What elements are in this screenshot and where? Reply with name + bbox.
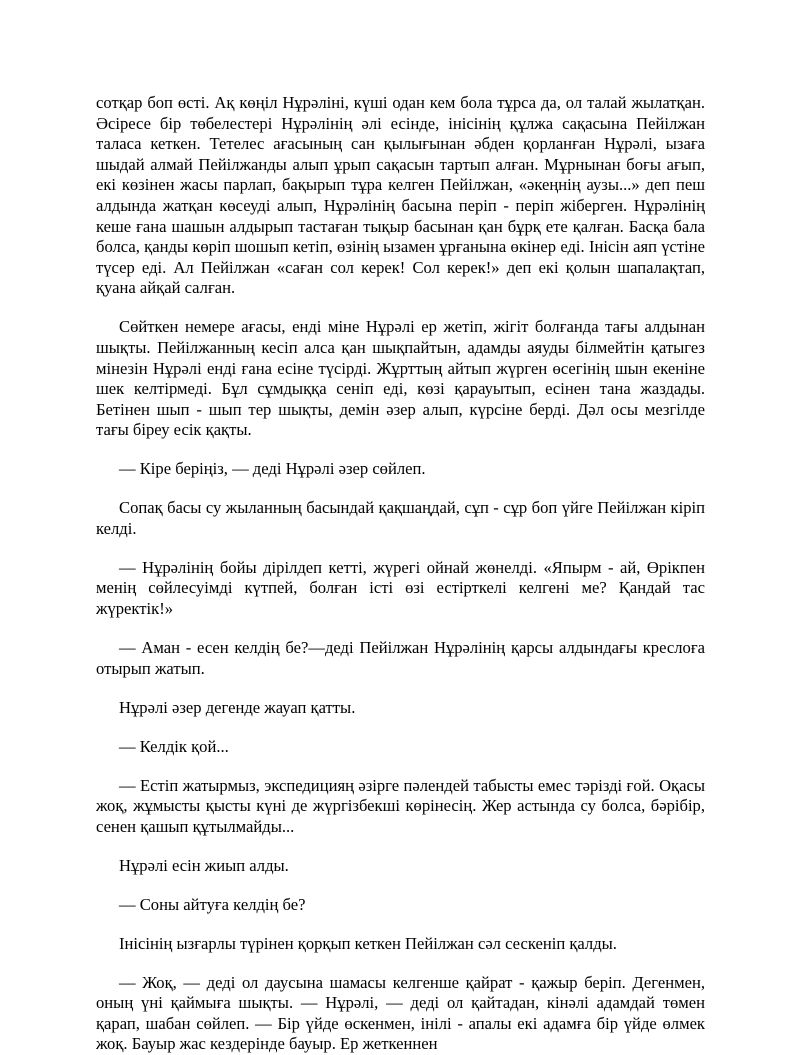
dialogue-line: — Келдік қой... — [119, 736, 229, 756]
paragraph: сотқар боп өсті. Ақ көңіл Нұрәліні, күші одан кем бола тұрса да, ол талай жылатқан. Әсіресе бір төбелестері Нұрәлінің әлі есінде, інісінің құлжа сақасына Пейілжан таласа кеткен. Тетелес ағасының сан қылығынан әбден қорланған Нұрәлі, ызаға шыдай алмай Пейілжанды алып ұрып сақасын тартып алған. Мұрнынан боғы ағып, екі көзінен жасы парлап, бақырып тұра келген Пейілжан, «әкеңнің аузы...» деп пеш алдында жатқан көсеуді алып, Нұрәлінің басына періп - періп жіберген. Нұрәлінің кеше ғана шашын алдырып тастаған тықыр басынан қан бұрқ ете қалған. Басқа бала болса, қанды көріп шошып кетіп, өзінің ызамен ұрғанына өкінер еді. Інісін аяп үстіне түсер еді. Ал Пейілжан «саған сол керек! Сол керек!» деп екі қолын шапалақтап, қуана айқай салған. — [96, 93, 705, 298]
paragraph: Нұрәлі әзер дегенде жауап қатты. — [119, 697, 356, 717]
dialogue-line: — Кіре беріңіз, — деді Нұрәлі әзер сөйлеп. — [119, 459, 426, 479]
dialogue-line: — Жоқ, — деді ол даусына шамасы келгенше қайрат - қажыр беріп. Дегенмен, оның үні қаймыға шықты. — Нұрәлі, — деді ол қайтадан, кінәлі адамдай төмен қарап, шабан сөйлеп. — Бір үйде өскенмен, інілі - апалы екі адамға бір үйде өлмек жоқ. Бауыр жас кездерінде бауыр. Ер жеткеннен — [96, 972, 705, 1054]
paragraph: Інісінің ызғарлы түрінен қорқып кеткен Пейілжан сәл сескеніп қалды. — [119, 933, 617, 953]
dialogue-line: — Аман - есен келдің бе?—деді Пейілжан Нұрәлінің қарсы алдындағы креслоға отырып жатып. — [96, 638, 705, 678]
dialogue-line: — Естіп жатырмыз, экспедицияң әзірге пәлендей табысты емес тәрізді ғой. Оқасы жоқ, жұмысты қысты күні де жүргізбекші көрінесің. Жер астында су болса, бәрібір, сенен қашып құтылмайды... — [96, 775, 705, 836]
dialogue-line: — Соны айтуға келдің бе? — [119, 894, 306, 914]
paragraph: Сөйткен немере ағасы, енді міне Нұрәлі ер жетіп, жігіт болғанда тағы алдынан шықты. Пейілжанның кесіп алса қан шықпайтын, адамды аяуды білмейтін қатыгез мінезін Нұрәлі енді ғана есіне түсірді. Жұрттың айтып жүрген өсегінің шын екеніне шек келтірмеді. Бұл сұмдыққа сеніп еді, көзі қарауытып, есінен тана жаздады. Бетінен шып - шып тер шықты, демін әзер алып, күрсіне берді. Дәл осы мезгілде тағы біреу есік қақты. — [96, 317, 705, 440]
paragraph: Сопақ басы су жыланның басындай қақшаңдай, сұп - сұр боп үйге Пейілжан кіріп келді. — [96, 498, 705, 538]
document-page — [96, 93, 705, 1055]
dialogue-line: — Нұрәлінің бойы дірілдеп кетті, жүрегі ойнай жөнелді. «Япырм - ай, Өрікпен менің сөйлесуімді күтпей, болған істі өзі естірткелі келгені ме? Қандай тас жүректік!» — [96, 557, 705, 619]
paragraph: Нұрәлі есін жиып алды. — [119, 855, 289, 875]
